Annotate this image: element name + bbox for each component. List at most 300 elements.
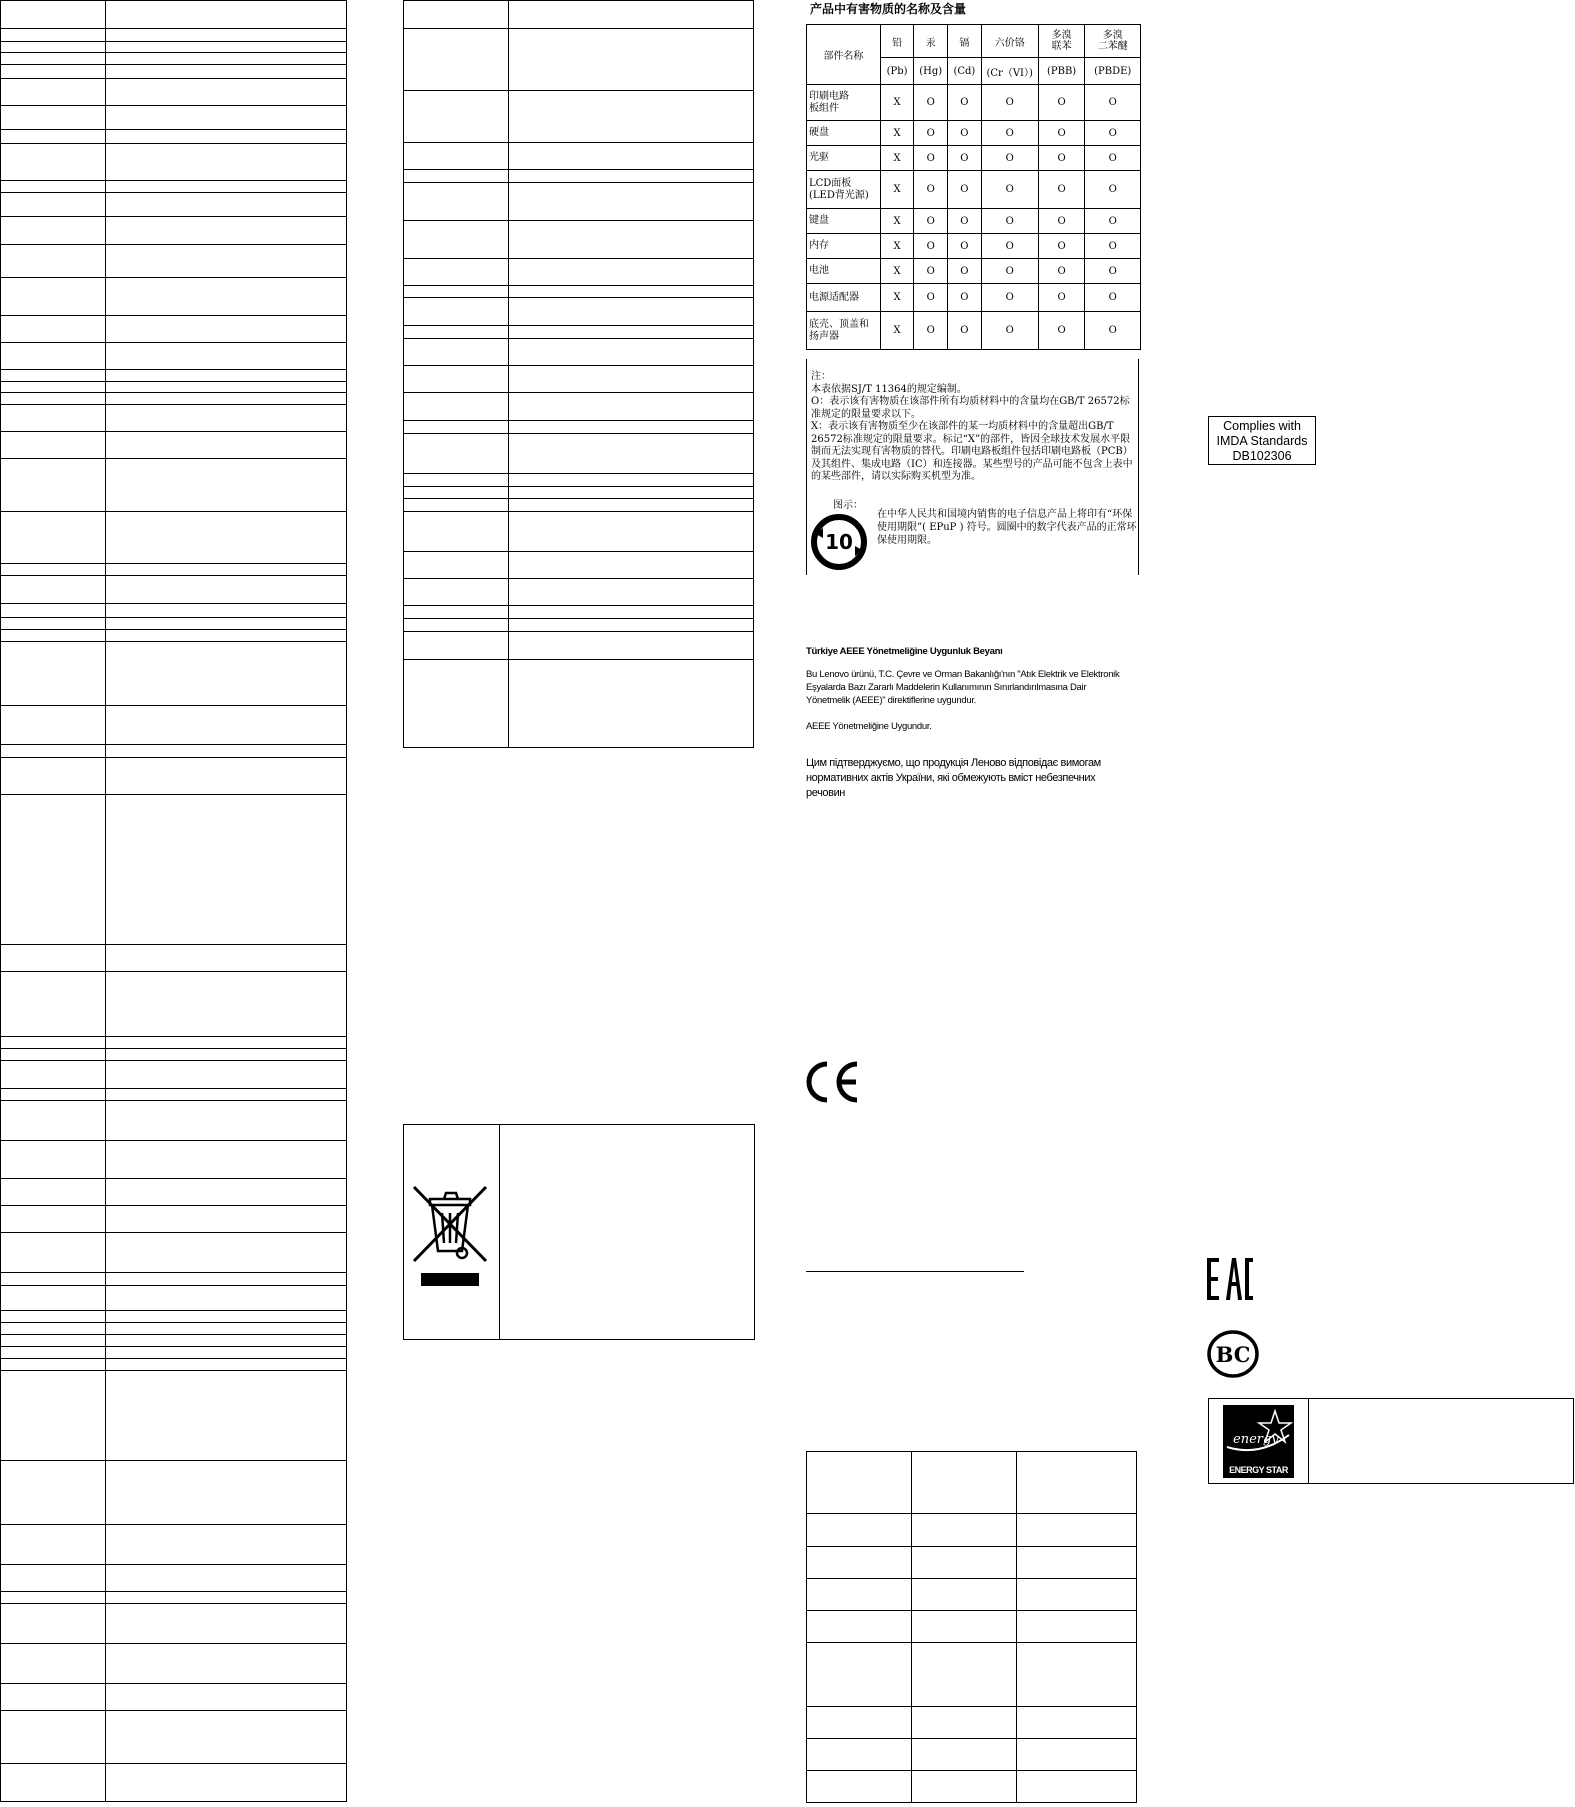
table-cell [509,632,754,660]
table-row [404,298,754,326]
table-cell [1,1684,106,1711]
table-cell [509,606,754,619]
table-cell [1,65,106,79]
table-cell [1,181,106,193]
table-cell [106,1141,347,1179]
substance-value-cell: O [914,121,948,146]
substance-value-cell: O [1085,85,1141,121]
table-cell [1,758,106,795]
table-cell [1,795,106,945]
substance-symbol-cell: (Cd) [948,58,982,85]
table-cell [1,29,106,42]
table-cell [1017,1739,1137,1771]
substance-value-cell: O [914,85,948,121]
table-cell [1,706,106,745]
turkish-declaration-title: Türkiye AEEE Yönetmeliğine Uygunluk Beyanı [806,646,1003,657]
table-cell [404,393,509,421]
table-cell [807,1643,912,1707]
substance-value-cell: O [981,284,1038,312]
bc-mark-icon [1206,1329,1260,1379]
table-cell [106,29,347,42]
table-row [404,487,754,499]
substance-value-cell: X [880,259,913,284]
crossed-out-wheelie-bin-icon [404,1125,499,1339]
table-cell [1,316,106,343]
table-row [1,432,347,459]
table-cell [106,1179,347,1206]
substance-value-cell: O [1038,121,1085,146]
table-cell [1,278,106,316]
table-cell [1,193,106,217]
table-cell [106,1,347,29]
substance-value-cell: O [981,146,1038,171]
table-row [1,106,347,130]
blank-spec-table-middle [403,0,754,748]
table-cell [106,1061,347,1089]
table-row [404,512,754,552]
table-cell [404,487,509,499]
substance-symbol-cell: (Cr（VI）) [981,58,1038,85]
table-cell [106,795,347,945]
table-row [1,745,347,758]
table-cell [404,298,509,326]
weee-box [403,1124,755,1340]
hazard-row [807,234,1141,259]
table-cell [106,42,347,53]
table-row [404,143,754,170]
table-row [1,65,347,79]
table-row [1,1233,347,1273]
substance-value-cell: O [948,259,982,284]
part-name-cell: 电池 [807,259,881,284]
table-cell [1,1233,106,1273]
table-cell [1,512,106,564]
table-row [1,1089,347,1101]
substance-value-cell: O [981,85,1038,121]
table-cell [1,382,106,393]
table-row [1,512,347,564]
table-cell [1017,1707,1137,1739]
table-cell [1,745,106,758]
table-cell [1,630,106,642]
table-cell [106,405,347,432]
table-row [1,1347,347,1359]
table-row [807,1739,1137,1771]
table-row [404,499,754,512]
table-cell [106,1037,347,1049]
turkish-declaration-footer: AEEE Yönetmeliğine Uygundur. [806,721,932,732]
table-row [1,29,347,42]
table-cell [509,339,754,366]
table-row [1,370,347,382]
table-cell [106,1525,347,1565]
table-cell [106,1273,347,1286]
table-cell [1,1141,106,1179]
table-row [807,1452,1137,1514]
table-cell [509,326,754,339]
table-cell [404,632,509,660]
table-cell [404,286,509,298]
table-cell [106,1359,347,1371]
substance-value-cell: O [1085,234,1141,259]
substance-value-cell: O [1085,312,1141,350]
substance-value-cell: O [981,209,1038,234]
table-row [1,130,347,144]
table-cell [106,144,347,181]
table-cell [807,1611,912,1643]
table-cell [404,366,509,393]
table-cell [509,170,754,183]
table-row [1,144,347,181]
table-cell [106,130,347,144]
table-row [404,421,754,434]
blank-spec-table-left [0,0,347,1802]
notes-line-3: X：表示该有害物质至少在该部件的某一均质材料中的含量超出GB/T 26572标准规定的限量要求。标记“X”的部件，皆因全球技术发展水平限制而无法实现有害物质的替代。印刷电路板组件包括印刷电路板（PCB）及其组件、集成电路（IC）和连接器。某些型号的产品可能不包含上表中的某些部件，请以实际购买机型为准。 [811,421,1133,482]
table-row [1,1592,347,1604]
table-cell [1,1644,106,1684]
table-cell [1,604,106,618]
epup-icon-label: 图示： [833,500,863,511]
notes-line-2: O：表示该有害物质在该部件所有均质材料中的含量均在GB/T 26572标准规定的限量要求以下。 [811,396,1130,420]
energy-star-icon [1223,1405,1294,1463]
table-cell [1,972,106,1037]
substance-value-cell: O [981,259,1038,284]
substance-name-cell: 铅 [880,25,913,58]
table-row [1,604,347,618]
ce-mark-icon [803,1058,863,1106]
turkish-declaration-body: Bu Lenovo ürünü, T.C. Çevre ve Orman Bakanlığı'nın "Atık Elektrik ve Elektronik Eşyalarda Bazı Zararlı Maddelerin Kullanımının Sınırlandırılmasına Dair Yönetmelik (AEEE)" direktiflerine uygundur. [806,669,1120,706]
table-row [1,630,347,642]
part-name-cell: 内存 [807,234,881,259]
table-row [1,42,347,53]
table-cell [509,366,754,393]
hazard-row [807,312,1141,350]
table-row [807,1707,1137,1739]
energy-script: energy [1233,1432,1279,1447]
table-cell [1,1711,106,1764]
part-name-cell: 底壳、顶盖和 扬声器 [807,312,881,350]
table-cell [106,1286,347,1311]
table-cell [106,972,347,1037]
substance-value-cell: X [880,146,913,171]
table-cell [404,259,509,286]
part-name-cell: LCD面板 (LED背光源) [807,171,881,209]
substance-value-cell: O [948,85,982,121]
table-cell [1017,1771,1137,1803]
table-cell [106,217,347,245]
table-cell [404,421,509,434]
table-cell [807,1739,912,1771]
table-row [807,1514,1137,1547]
table-cell [509,29,754,91]
table-cell [807,1514,912,1547]
table-cell [106,576,347,604]
table-cell [106,1347,347,1359]
table-cell [807,1579,912,1611]
table-cell [1,130,106,144]
table-row [404,552,754,579]
substance-name-cell: 多溴 二苯醚 [1085,25,1141,58]
hazard-row [807,85,1141,121]
table-cell [1,1371,106,1461]
substance-value-cell: O [981,234,1038,259]
table-cell [509,91,754,143]
table-row [807,1579,1137,1611]
imda-line-1: Complies with [1223,419,1301,433]
table-cell [404,91,509,143]
table-row [1,642,347,706]
substance-value-cell: O [1085,146,1141,171]
substance-value-cell: O [981,121,1038,146]
table-cell [106,1644,347,1684]
table-cell [106,1089,347,1101]
table-row [807,1771,1137,1803]
table-cell [509,421,754,434]
epup-10-icon [811,514,867,570]
table-cell [404,221,509,259]
table-cell [1,42,106,53]
table-row [1,1179,347,1206]
substance-value-cell: O [1085,171,1141,209]
table-cell [106,1461,347,1525]
part-name-cell: 硬盘 [807,121,881,146]
table-cell [807,1452,912,1514]
table-cell [404,29,509,91]
table-row [1,1604,347,1644]
table-cell [106,945,347,972]
table-cell [106,1233,347,1273]
table-row [1,343,347,370]
table-row [1,1323,347,1335]
substance-value-cell: O [948,284,982,312]
table-cell [1,217,106,245]
energy-star-box [1208,1398,1574,1484]
table-cell [509,298,754,326]
table-cell [1,564,106,576]
table-cell [404,339,509,366]
table-cell [106,604,347,618]
table-cell [1,106,106,130]
table-cell [1,1179,106,1206]
table-row [1,1461,347,1525]
table-cell [106,432,347,459]
part-name-cell: 电源适配器 [807,284,881,312]
substance-value-cell: O [1038,85,1085,121]
table-row [1,618,347,630]
hazard-row [807,171,1141,209]
table-row [404,91,754,143]
table-cell [404,434,509,474]
table-cell [1,1037,106,1049]
table-row [404,632,754,660]
table-cell [1,1049,106,1061]
substance-value-cell: O [914,284,948,312]
table-cell [509,619,754,632]
table-cell [912,1611,1017,1643]
table-row [1,1711,347,1764]
table-cell [1,1461,106,1525]
table-cell [404,1,509,29]
substance-value-cell: O [1085,209,1141,234]
table-row [1,972,347,1037]
energy-star-label: ENERGY STAR [1229,1465,1288,1475]
table-cell [106,181,347,193]
table-cell [106,1592,347,1604]
table-cell [509,660,754,748]
table-row [1,945,347,972]
substance-value-cell: O [948,171,982,209]
table-cell [912,1514,1017,1547]
table-cell [509,393,754,421]
table-row [1,382,347,393]
table-cell [106,1311,347,1323]
table-cell [509,434,754,474]
table-cell [1,1347,106,1359]
table-cell [106,642,347,706]
table-row [404,221,754,259]
table-cell [807,1771,912,1803]
table-cell [1,945,106,972]
table-row [1,1,347,29]
table-row [1,193,347,217]
table-cell [404,499,509,512]
eac-mark-icon [1207,1258,1253,1300]
table-cell [106,370,347,382]
table-cell [1017,1452,1137,1514]
table-cell [807,1547,912,1579]
table-row [1,459,347,512]
table-cell [1,370,106,382]
table-cell [912,1547,1017,1579]
substance-value-cell: O [1085,121,1141,146]
substance-value-cell: O [914,146,948,171]
table-cell [1,1323,106,1335]
table-row [1,1286,347,1311]
substance-value-cell: O [1038,259,1085,284]
table-cell [106,65,347,79]
substance-value-cell: O [1038,171,1085,209]
table-cell [106,618,347,630]
energy-star-logo-cell [1209,1399,1309,1483]
table-cell [1,1061,106,1089]
substance-name-cell: 多溴 联苯 [1038,25,1085,58]
substance-symbol-cell: (PBB) [1038,58,1085,85]
hazard-row [807,121,1141,146]
table-cell [912,1579,1017,1611]
part-name-header: 部件名称 [807,25,881,85]
table-row [404,579,754,606]
table-cell [106,564,347,576]
table-cell [509,579,754,606]
substance-value-cell: O [948,234,982,259]
table-cell [1017,1547,1137,1579]
substance-value-cell: O [1038,209,1085,234]
table-cell [106,758,347,795]
table-cell [1,393,106,405]
table-row [404,366,754,393]
table-cell [404,660,509,748]
table-cell [509,286,754,298]
table-cell [1,1,106,29]
substance-value-cell: O [948,312,982,350]
table-cell [106,1371,347,1461]
table-row [1,1764,347,1802]
hazard-row [807,146,1141,171]
table-row [404,474,754,487]
table-row [1,393,347,405]
part-name-cell: 光驱 [807,146,881,171]
table-row [1,79,347,106]
table-cell [1,618,106,630]
table-row [1,564,347,576]
substance-name-cell: 六价铬 [981,25,1038,58]
substance-value-cell: X [880,171,913,209]
table-cell [106,343,347,370]
substance-value-cell: O [948,146,982,171]
table-row [1,1049,347,1061]
substance-value-cell: X [880,312,913,350]
table-cell [1,1764,106,1802]
substance-value-cell: X [880,284,913,312]
substance-value-cell: X [880,121,913,146]
table-cell [404,326,509,339]
table-row [1,1311,347,1323]
table-row [1,795,347,945]
substance-value-cell: O [914,259,948,284]
table-row [807,1611,1137,1643]
table-cell [1,1206,106,1233]
table-cell [912,1771,1017,1803]
substance-value-cell: O [981,312,1038,350]
table-row [1,53,347,65]
table-row [404,606,754,619]
table-row [404,29,754,91]
table-cell [106,1323,347,1335]
table-row [1,576,347,604]
table-cell [1017,1579,1137,1611]
substance-value-cell: O [948,209,982,234]
table-cell [106,193,347,217]
substance-value-cell: X [880,234,913,259]
imda-compliance-box [1208,416,1316,465]
substance-value-cell: O [1038,234,1085,259]
table-row [404,619,754,632]
table-row [404,434,754,474]
substance-value-cell: O [914,312,948,350]
table-row [404,326,754,339]
substance-value-cell: O [1038,284,1085,312]
hazard-notes [806,359,1139,575]
table-cell [509,487,754,499]
table-row [1,1141,347,1179]
separator-line [806,1271,1024,1272]
table-cell [1,53,106,65]
substance-value-cell: O [948,121,982,146]
table-cell [404,552,509,579]
table-cell [106,1049,347,1061]
table-cell [106,1335,347,1347]
table-cell [106,316,347,343]
substance-value-cell: O [1038,146,1085,171]
table-cell [404,143,509,170]
table-cell [1,144,106,181]
table-cell [912,1707,1017,1739]
substance-symbol-cell: (PBDE) [1085,58,1141,85]
table-row [1,1273,347,1286]
table-cell [509,499,754,512]
hazardous-substances-table [806,24,1141,350]
weee-icon-cell [404,1125,500,1339]
